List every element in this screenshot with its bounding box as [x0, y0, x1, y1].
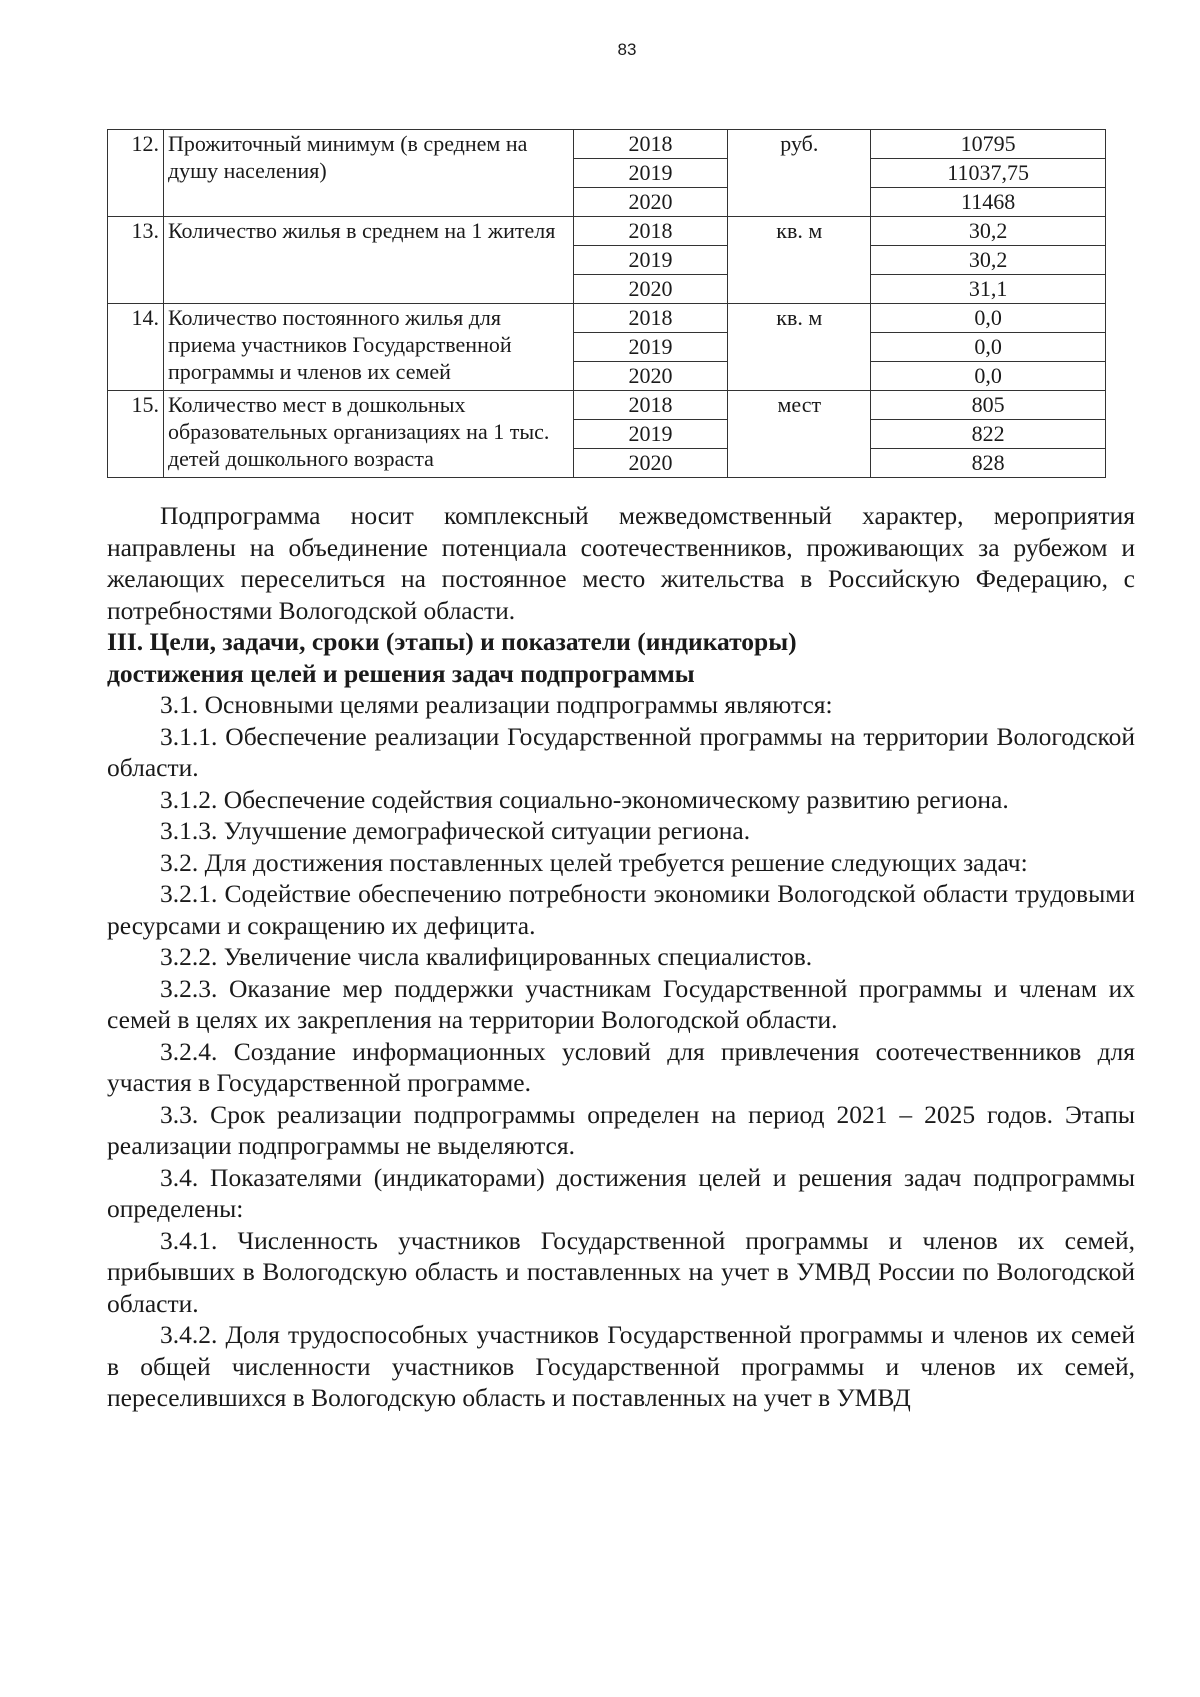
page-number: 83 [617, 40, 637, 59]
year-cell: 2019 [573, 246, 728, 275]
value-cell: 0,0 [871, 304, 1106, 333]
year-cell: 2019 [573, 159, 728, 188]
document-body [107, 500, 1135, 1414]
indicator-name: Количество мест в дошкольных образовательных организациях на 1 тыс. детей дошкольного возраста [163, 391, 573, 478]
value-cell: 30,2 [871, 246, 1106, 275]
year-cell: 2018 [573, 130, 728, 159]
value-cell: 11037,75 [871, 159, 1106, 188]
section-title-line: III. Цели, задачи, сроки (этапы) и показатели (индикаторы) [107, 627, 797, 656]
row-number: 13. [108, 217, 164, 304]
year-cell: 2018 [573, 217, 728, 246]
value-cell: 11468 [871, 188, 1106, 217]
year-cell: 2020 [573, 275, 728, 304]
row-number: 14. [108, 304, 164, 391]
indicator-name: Количество жилья в среднем на 1 жителя [163, 217, 573, 304]
paragraph: 3.4.2. Доля трудоспособных участников Государственной программы и членов их семей в общей численности участников Государственной программы и членов их семей, переселившихся в Вологодскую область и поставленных на учет в УМВД [107, 1320, 1135, 1412]
paragraph: 3.2.2. Увеличение числа квалифицированных специалистов. [160, 942, 813, 971]
section-title-line: достижения целей и решения задач подпрограммы [107, 658, 695, 688]
unit-cell: кв. м [728, 217, 871, 304]
year-cell: 2018 [573, 304, 728, 333]
paragraph: 3.1.1. Обеспечение реализации Государственной программы на территории Вологодской области. [107, 721, 1135, 782]
value-cell: 805 [871, 391, 1106, 420]
paragraph: 3.2.1. Содействие обеспечению потребности экономики Вологодской области трудовыми ресурсами и сокращению их дефицита. [107, 879, 1135, 940]
table-row [108, 130, 1106, 159]
paragraph: 3.1.2. Обеспечение содействия социально-экономическому развитию региона. [160, 784, 1009, 814]
table-row [108, 217, 1106, 246]
table-row [108, 304, 1106, 333]
paragraph: 3.2.4. Создание информационных условий для привлечения соотечественников для участия в Государственной программе. [107, 1036, 1135, 1097]
value-cell: 30,2 [871, 217, 1106, 246]
row-number: 12. [108, 130, 164, 217]
value-cell: 31,1 [871, 275, 1106, 304]
year-cell: 2019 [573, 333, 728, 362]
paragraph: 3.3. Срок реализации подпрограммы определен на период 2021 – 2025 годов. Этапы реализации подпрограммы не выделяются. [107, 1099, 1135, 1160]
indicators-table [107, 129, 1106, 478]
value-cell: 0,0 [871, 333, 1106, 362]
intro-paragraph: Подпрограмма носит комплексный межведомственный характер, мероприятия направлены на объединение потенциала соотечественников, проживающих за рубежом и желающих переселиться на постоянное место жительства в Российскую Федерацию, с потребностями Вологодской области. [107, 501, 1135, 625]
value-cell: 828 [871, 449, 1106, 478]
unit-cell: руб. [728, 130, 871, 217]
value-cell: 0,0 [871, 362, 1106, 391]
indicator-name: Количество постоянного жилья для приема участников Государственной программы и членов их семей [163, 304, 573, 391]
section-title [107, 626, 1135, 689]
paragraph: 3.1. Основными целями реализации подпрограммы являются: [160, 690, 833, 719]
value-cell: 10795 [871, 130, 1106, 159]
year-cell: 2019 [573, 420, 728, 449]
paragraph: 3.1.3. Улучшение демографической ситуации региона. [160, 816, 751, 845]
unit-cell: кв. м [728, 304, 871, 391]
row-number: 15. [108, 391, 164, 478]
year-cell: 2020 [573, 362, 728, 391]
paragraph: 3.4.1. Численность участников Государственной программы и членов их семей, прибывших в Вологодскую область и поставленных на учет в УМВД России по Вологодской области. [107, 1225, 1135, 1318]
paragraph: 3.4. Показателями (индикаторами) достижения целей и решения задач подпрограммы определены: [107, 1162, 1135, 1223]
paragraph: 3.2.3. Оказание мер поддержки участникам Государственной программы и членам их семей в целях их закрепления на территории Вологодской области. [107, 973, 1135, 1034]
year-cell: 2020 [573, 449, 728, 478]
indicator-name: Прожиточный минимум (в среднем на душу населения) [163, 130, 573, 217]
paragraph: 3.2. Для достижения поставленных целей требуется решение следующих задач: [160, 847, 1028, 877]
value-cell: 822 [871, 420, 1106, 449]
year-cell: 2018 [573, 391, 728, 420]
table-row [108, 391, 1106, 420]
year-cell: 2020 [573, 188, 728, 217]
unit-cell: мест [728, 391, 871, 478]
